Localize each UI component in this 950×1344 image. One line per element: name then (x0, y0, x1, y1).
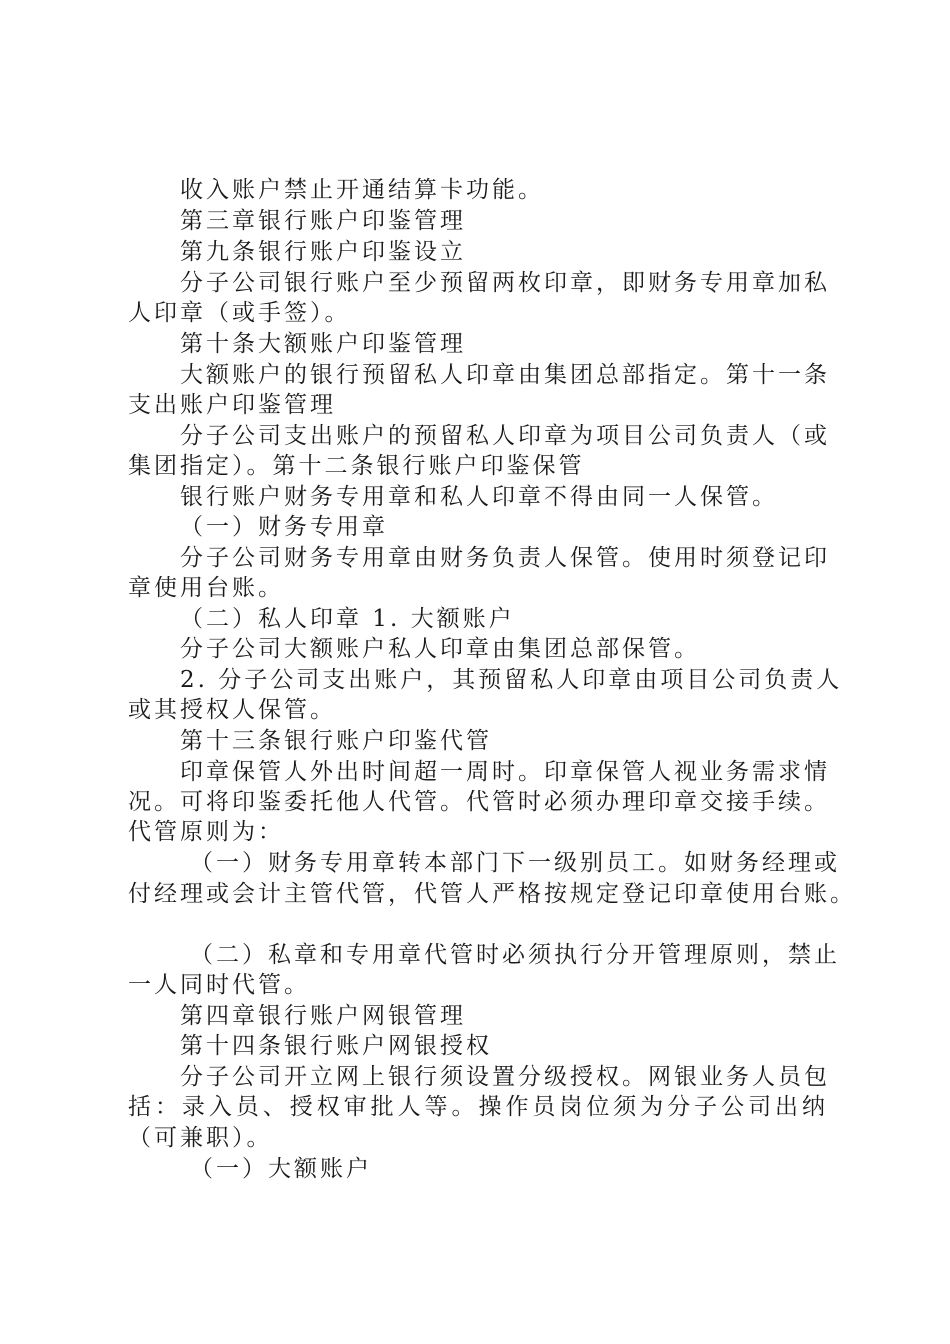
text-line: 大额账户的银行预留私人印章由集团总部指定。第十一条 (180, 362, 830, 388)
text-line: 集团指定）。第十二条银行账户印鉴保管 (128, 453, 585, 479)
text-line: 分子公司银行账户至少预留两枚印章，即财务专用章加私 (180, 270, 830, 296)
text-line: 况。可将印鉴委托他人代管。代管时必须办理印章交接手续。 (128, 789, 830, 815)
text-line: 分子公司开立网上银行须设置分级授权。网银业务人员包 (180, 1064, 830, 1090)
text-line: 付经理或会计主管代管，代管人严格按规定登记印章使用台账。 (128, 881, 856, 907)
section-heading: （一）财务专用章 (180, 514, 388, 540)
text-line: 支出账户印鉴管理 (128, 392, 336, 418)
text-line: 分子公司支出账户的预留私人印章为项目公司负责人（或 (180, 423, 830, 449)
text-line: 一人同时代管。 (128, 972, 310, 998)
text-line: （可兼职）。 (128, 1125, 273, 1151)
article-heading: 第九条银行账户印鉴设立 (180, 239, 466, 265)
article-heading: 第十三条银行账户印鉴代管 (180, 728, 492, 754)
section-heading: （二）私人印章 1. 大额账户 (180, 606, 515, 632)
text-line: 括：录入员、授权审批人等。操作员岗位须为分子公司出纳 (128, 1094, 828, 1120)
text-line: 分子公司财务专用章由财务负责人保管。使用时须登记印 (180, 545, 830, 571)
text-line: 印章保管人外出时间超一周时。印章保管人视业务需求情 (180, 759, 830, 785)
text-line: 或其授权人保管。 (128, 697, 336, 723)
text-line: （二）私章和专用章代管时必须执行分开管理原则，禁止 (190, 942, 840, 968)
article-heading: 第十四条银行账户网银授权 (180, 1033, 492, 1059)
chapter-heading: 第四章银行账户网银管理 (180, 1003, 466, 1029)
text-line: （一）财务专用章转本部门下一级别员工。如财务经理或 (190, 850, 840, 876)
text-line: 银行账户财务专用章和私人印章不得由同一人保管。 (180, 484, 778, 510)
article-heading: 第十条大额账户印鉴管理 (180, 331, 466, 357)
chapter-heading: 第三章银行账户印鉴管理 (180, 208, 466, 234)
text-line: 代管原则为： (128, 819, 284, 845)
section-heading: （一）大额账户 (190, 1156, 372, 1182)
text-line: 分子公司大额账户私人印章由集团总部保管。 (180, 636, 700, 662)
text-line: 2. 分子公司支出账户，其预留私人印章由项目公司负责人 (180, 667, 843, 693)
text-line: 收入账户禁止开通结算卡功能。 (180, 177, 544, 203)
text-line: 章使用台账。 (128, 575, 284, 601)
text-line: 人印章（或手签）。 (128, 300, 351, 326)
